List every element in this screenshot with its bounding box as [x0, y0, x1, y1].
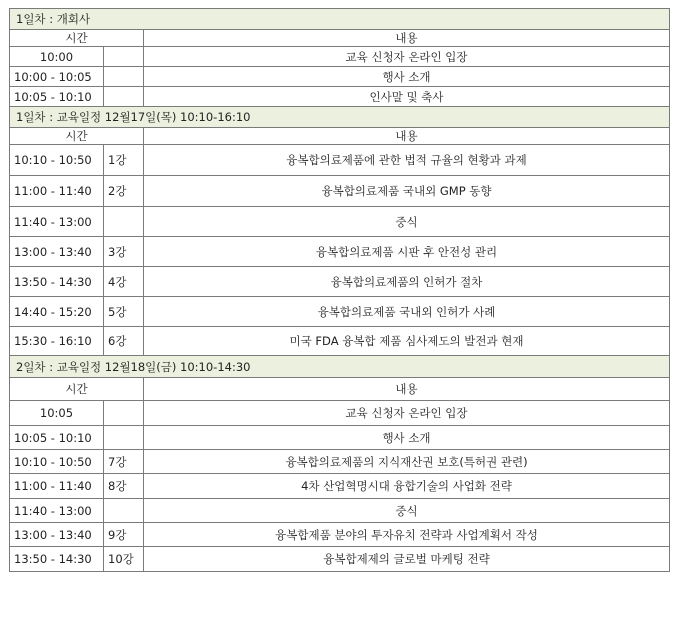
content-cell: 융복합의료제품 시판 후 안전성 관리 — [144, 237, 670, 267]
session-cell: 10강 — [104, 547, 144, 572]
table-row — [10, 474, 670, 499]
session-cell: 9강 — [104, 523, 144, 547]
content-cell: 교육 신청자 온라인 입장 — [144, 47, 670, 67]
table-row — [10, 267, 670, 297]
content-cell: 융복합제제의 글로벌 마케팅 전략 — [144, 547, 670, 572]
table-row — [10, 523, 670, 547]
time-column-header: 시간 — [10, 378, 144, 401]
session-cell: 2강 — [104, 176, 144, 207]
session-cell — [104, 87, 144, 107]
content-column-header: 내용 — [144, 378, 670, 401]
time-cell: 11:40 - 13:00 — [10, 207, 104, 237]
time-cell: 10:00 — [10, 47, 104, 67]
table-row — [10, 176, 670, 207]
section-title-row — [10, 9, 670, 30]
session-cell: 5강 — [104, 297, 144, 327]
content-cell: 교육 신청자 온라인 입장 — [144, 401, 670, 426]
time-cell: 10:05 - 10:10 — [10, 87, 104, 107]
content-cell: 미국 FDA 융복합 제품 심사제도의 발전과 현재 — [144, 327, 670, 356]
content-column-header: 내용 — [144, 128, 670, 145]
time-column-header: 시간 — [10, 30, 144, 47]
table-row — [10, 327, 670, 356]
time-cell: 10:00 - 10:05 — [10, 67, 104, 87]
table-row — [10, 207, 670, 237]
session-cell: 8강 — [104, 474, 144, 499]
table-row — [10, 401, 670, 426]
time-cell: 11:00 - 11:40 — [10, 176, 104, 207]
content-cell: 융복합의료제품 국내외 GMP 동향 — [144, 176, 670, 207]
time-cell: 13:00 - 13:40 — [10, 523, 104, 547]
time-cell: 10:10 - 10:50 — [10, 450, 104, 474]
table-row — [10, 47, 670, 67]
column-header-row — [10, 128, 670, 145]
time-cell: 10:10 - 10:50 — [10, 145, 104, 176]
section-title-row — [10, 356, 670, 378]
session-cell — [104, 401, 144, 426]
content-cell: 융복합의료제품에 관한 법적 규율의 현황과 과제 — [144, 145, 670, 176]
table-row — [10, 499, 670, 523]
content-cell: 융복합의료제품의 지식재산권 보호(특허권 관련) — [144, 450, 670, 474]
session-cell — [104, 47, 144, 67]
time-cell: 13:00 - 13:40 — [10, 237, 104, 267]
time-cell: 13:50 - 14:30 — [10, 267, 104, 297]
content-cell: 인사말 및 축사 — [144, 87, 670, 107]
session-cell: 6강 — [104, 327, 144, 356]
time-cell: 11:00 - 11:40 — [10, 474, 104, 499]
session-cell — [104, 426, 144, 450]
section-title: 1일차 : 개회사 — [10, 9, 670, 30]
content-cell: 중식 — [144, 207, 670, 237]
content-cell: 융복합의료제품 국내외 인허가 사례 — [144, 297, 670, 327]
session-cell — [104, 67, 144, 87]
time-cell: 10:05 — [10, 401, 104, 426]
table-row — [10, 237, 670, 267]
content-column-header: 내용 — [144, 30, 670, 47]
time-cell: 10:05 - 10:10 — [10, 426, 104, 450]
column-header-row — [10, 378, 670, 401]
time-cell: 15:30 - 16:10 — [10, 327, 104, 356]
session-cell — [104, 207, 144, 237]
content-cell: 행사 소개 — [144, 426, 670, 450]
table-row — [10, 547, 670, 572]
content-cell: 4차 산업혁명시대 융합기술의 사업화 전략 — [144, 474, 670, 499]
table-row — [10, 87, 670, 107]
session-cell: 7강 — [104, 450, 144, 474]
table-row — [10, 450, 670, 474]
session-cell: 4강 — [104, 267, 144, 297]
table-row — [10, 297, 670, 327]
section-title-row — [10, 107, 670, 128]
table-row — [10, 426, 670, 450]
time-cell: 13:50 - 14:30 — [10, 547, 104, 572]
section-title: 2일차 : 교육일정 12월18일(금) 10:10-14:30 — [10, 356, 670, 378]
session-cell: 1강 — [104, 145, 144, 176]
time-cell: 11:40 - 13:00 — [10, 499, 104, 523]
session-cell — [104, 499, 144, 523]
table-row — [10, 145, 670, 176]
content-cell: 행사 소개 — [144, 67, 670, 87]
schedule-table — [9, 8, 670, 572]
time-cell: 14:40 - 15:20 — [10, 297, 104, 327]
time-column-header: 시간 — [10, 128, 144, 145]
column-header-row — [10, 30, 670, 47]
content-cell: 융복합의료제품의 인허가 절차 — [144, 267, 670, 297]
session-cell: 3강 — [104, 237, 144, 267]
section-title: 1일차 : 교육일정 12월17일(목) 10:10-16:10 — [10, 107, 670, 128]
table-row — [10, 67, 670, 87]
content-cell: 융복합제품 분야의 투자유치 전략과 사업계획서 작성 — [144, 523, 670, 547]
schedule-body — [10, 9, 670, 572]
content-cell: 중식 — [144, 499, 670, 523]
